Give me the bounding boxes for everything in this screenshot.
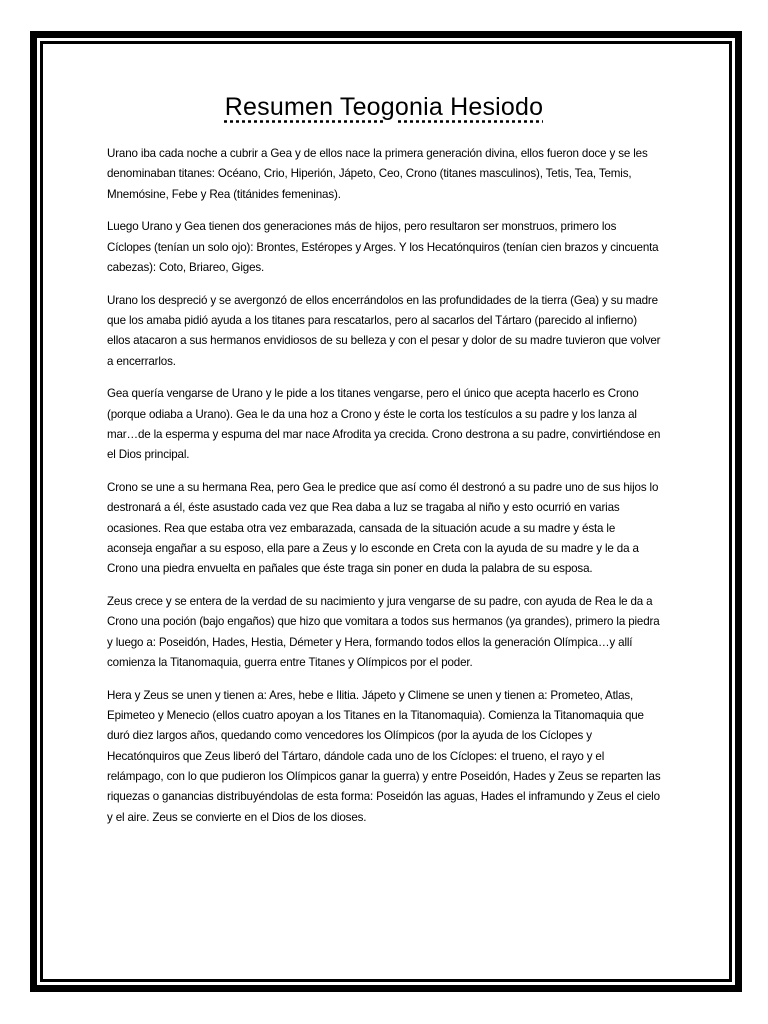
paragraph-3: Urano los despreció y se avergonzó de ellos encerrándolos en las profundidades de la tierra (Gea) y su madre que los amaba pidió ayuda a los titanes para rescatarlos, pero al sacarlos del Tártaro (parecido al infierno) ellos atacaron a sus hermanos envidiosos de su belleza y con el pesar y dolor de su madre tuvieron que volver a encerrarlos. (107, 293, 661, 368)
paragraph-5: Crono se une a su hermana Rea, pero Gea le predice que así como él destronó a su padre uno de sus hijos lo destronará a él, éste asustado cada vez que Rea daba a luz se tragaba al niño y esto ocurrió en varias ocasiones. Rea que estaba otra vez embarazada, cansada de la situación acude a su madre y ésta le aconseja engañar a su esposo, ella pare a Zeus y lo esconde en Creta con la ayuda de su madre y le da a Crono una piedra envuelta en pañales que éste traga sin poner en duda la palabra de su esposa. (107, 481, 659, 576)
paragraph-2: Luego Urano y Gea tienen dos generaciones más de hijos, pero resultaron ser monstruos, primero los Cíclopes (tenían un solo ojo): Brontes, Estéropes y Arges. Y los Hecatónquiros (tenían cien brazos y cincuenta cabezas): Coto, Briareo, Giges. (107, 220, 659, 274)
document-body (107, 144, 661, 840)
document-title (0, 90, 768, 124)
paragraph-4: Gea quería vengarse de Urano y le pide a los titanes vengarse, pero el único que acepta hacerlo es Crono (porque odiaba a Urano). Gea le da una hoz a Crono y éste le corta los testículos a su padre y los lanza al mar…de la esperma y espuma del mar nace Afrodita ya crecida. Crono destrona a su padre, convirtiéndose en el Dios principal. (107, 387, 661, 462)
paragraph-7: Hera y Zeus se unen y tienen a: Ares, hebe e Ilitia. Jápeto y Climene se unen y tienen a: Prometeo, Atlas, Epimeteo y Menecio (ellos cuatro apoyan a los Titanes en la Titanomaquia). Comienza la Titanomaquia que duró diez largos años, quedando como vencedores los Olímpicos (por la ayuda de los Cíclopes y Hecatónquiros que Zeus liberó del Tártaro, dándole cada uno de los Cíclopes: el trueno, el rayo y el relámpago, con lo que pudieron los Olímpicos ganar la guerra) y entre Poseidón, Hades y Zeus se reparten las riquezas o ganancias distribuyéndolas de esta forma: Poseidón las aguas, Hades el inframundo y Zeus el cielo y el aire. Zeus se convierte en el Dios de los dioses. (107, 688, 661, 824)
paragraph-6: Zeus crece y se entera de la verdad de su nacimiento y jura vengarse de su padre, con ayuda de Rea le da a Crono una poción (bajo engaños) que hizo que vomitara a todos sus hermanos (ya grandes), primero la piedra y luego a: Poseidón, Hades, Hestia, Démeter y Hera, formando todos ellos la generación Olímpica…y allí comienza la Titanomaquia, guerra entre Titanes y Olímpicos por el poder. (107, 595, 660, 670)
paragraph-1: Urano iba cada noche a cubrir a Gea y de ellos nace la primera generación divina, ellos fueron doce y se les denominaban titanes: Océano, Crio, Hiperión, Jápeto, Ceo, Crono (titanes masculinos), Tetis, Tea, Temis, Mnemósine, Febe y Rea (titánides femeninas). (107, 147, 648, 201)
document-title-text: Resumen Teogonia Hesiodo (224, 93, 544, 121)
